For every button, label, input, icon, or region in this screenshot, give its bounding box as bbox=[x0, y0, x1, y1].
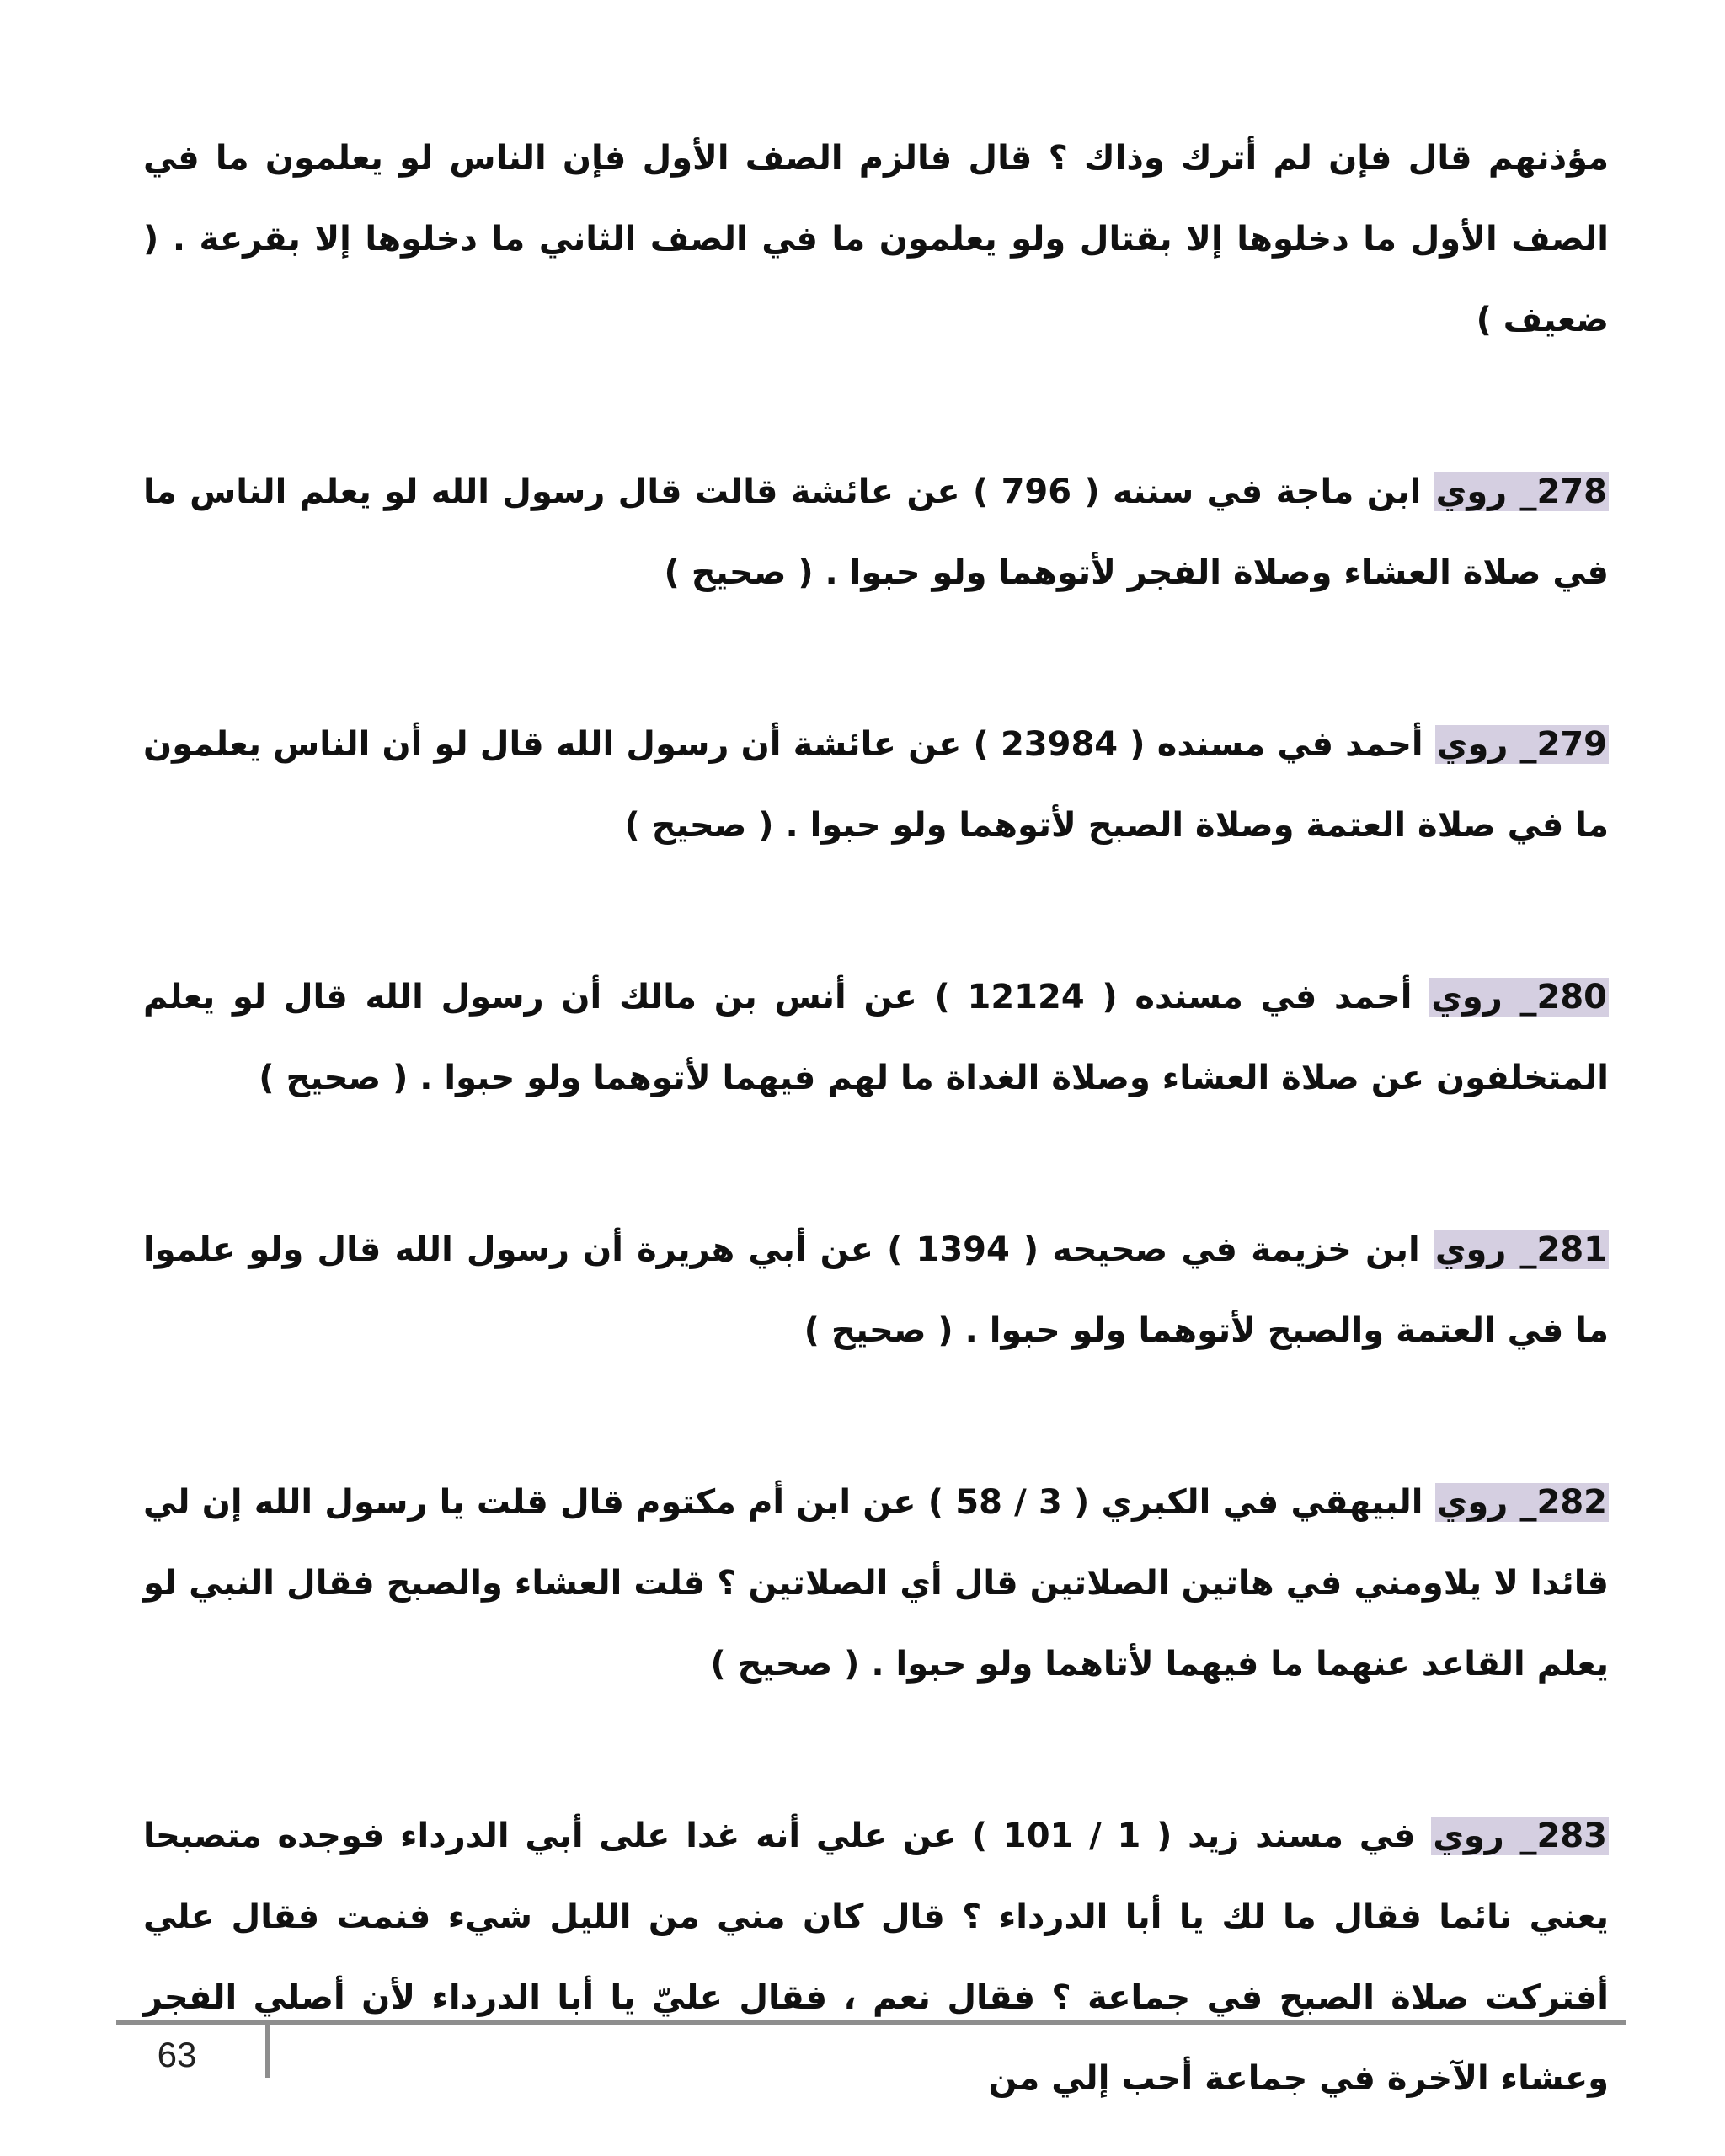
hadith-number: 280_ روي bbox=[1431, 978, 1607, 1017]
hadith-number: 279_ روي bbox=[1436, 725, 1607, 764]
hadith-text: أحمد في مسنده ( 12124 ) عن أنس بن مالك أن رسول الله قال لو يعلم المتخلفون عن صلاة العشاء وصلاة الغداة ما لهم فيهما لأتوهما ولو حبوا . ( صحيح ) bbox=[143, 978, 1609, 1097]
hadith-280 bbox=[143, 957, 1609, 1118]
hadith-text: البيهقي في الكبري ( 3 / 58 ) عن ابن أم مكتوم قال قلت يا رسول الله إن لي قائدا لا يلاومني في هاتين الصلاتين قال أي الصلاتين ؟ قلت العشاء والصبح فقال النبي لو يعلم القاعد عنهما ما فيهما لأتاهما ولو حبوا . ( صحيح ) bbox=[143, 1483, 1609, 1684]
hadith-278 bbox=[143, 451, 1609, 613]
hadith-number: 282_ روي bbox=[1436, 1483, 1607, 1522]
hadith-279 bbox=[143, 704, 1609, 866]
hadith-text: أحمد في مسنده ( 23984 ) عن عائشة أن رسول الله قال لو أن الناس يعلمون ما في صلاة العتمة وصلاة الصبح لأتوهما ولو حبوا . ( صحيح ) bbox=[143, 725, 1609, 845]
hadith-text: ابن خزيمة في صحيحه ( 1394 ) عن أبي هريرة أن رسول الله قال ولو علموا ما في العتمة والصبح لأتوهما ولو حبوا . ( صحيح ) bbox=[143, 1230, 1609, 1350]
footer-divider bbox=[116, 2020, 1626, 2025]
hadith-number: 281_ روي bbox=[1434, 1230, 1608, 1269]
intro-paragraph: مؤذنهم قال فإن لم أترك وذاك ؟ قال فالزم الصف الأول فإن الناس لو يعلمون ما في الصف الأول ما دخلوها إلا بقتال ولو يعلمون ما في الصف الثاني ما دخلوها إلا بقرعة . ( ضعيف ) bbox=[143, 139, 1609, 339]
hadith-text: في مسند زيد ( 1 / 101 ) عن علي أنه غدا على أبي الدرداء فوجده متصبحا يعني نائما فقال ما لك يا أبا الدرداء ؟ قال كان مني من الليل شيء فنمت فقال علي أفتركت صلاة الصبح في جماعة ؟ فقال نعم ، فقال عليّ يا أبا الدرداء لأن أصلي الفجر وعشاء الآخرة في جماعة أحب إلي من bbox=[143, 1817, 1609, 2098]
footer-vertical-divider bbox=[265, 2025, 270, 2078]
hadith-number: 283_ روي bbox=[1433, 1817, 1608, 1855]
page-body bbox=[143, 118, 1609, 2119]
hadith-283 bbox=[143, 1796, 1609, 2119]
hadith-text: ابن ماجة في سننه ( 796 ) عن عائشة قالت قال رسول الله لو يعلم الناس ما في صلاة العشاء وصلاة الفجر لأتوهما ولو حبوا . ( صحيح ) bbox=[143, 472, 1609, 592]
hadith-282 bbox=[143, 1462, 1609, 1705]
hadith-281 bbox=[143, 1209, 1609, 1371]
page-number: 63 bbox=[157, 2035, 197, 2074]
hadith-number: 278_ روي bbox=[1435, 472, 1608, 511]
